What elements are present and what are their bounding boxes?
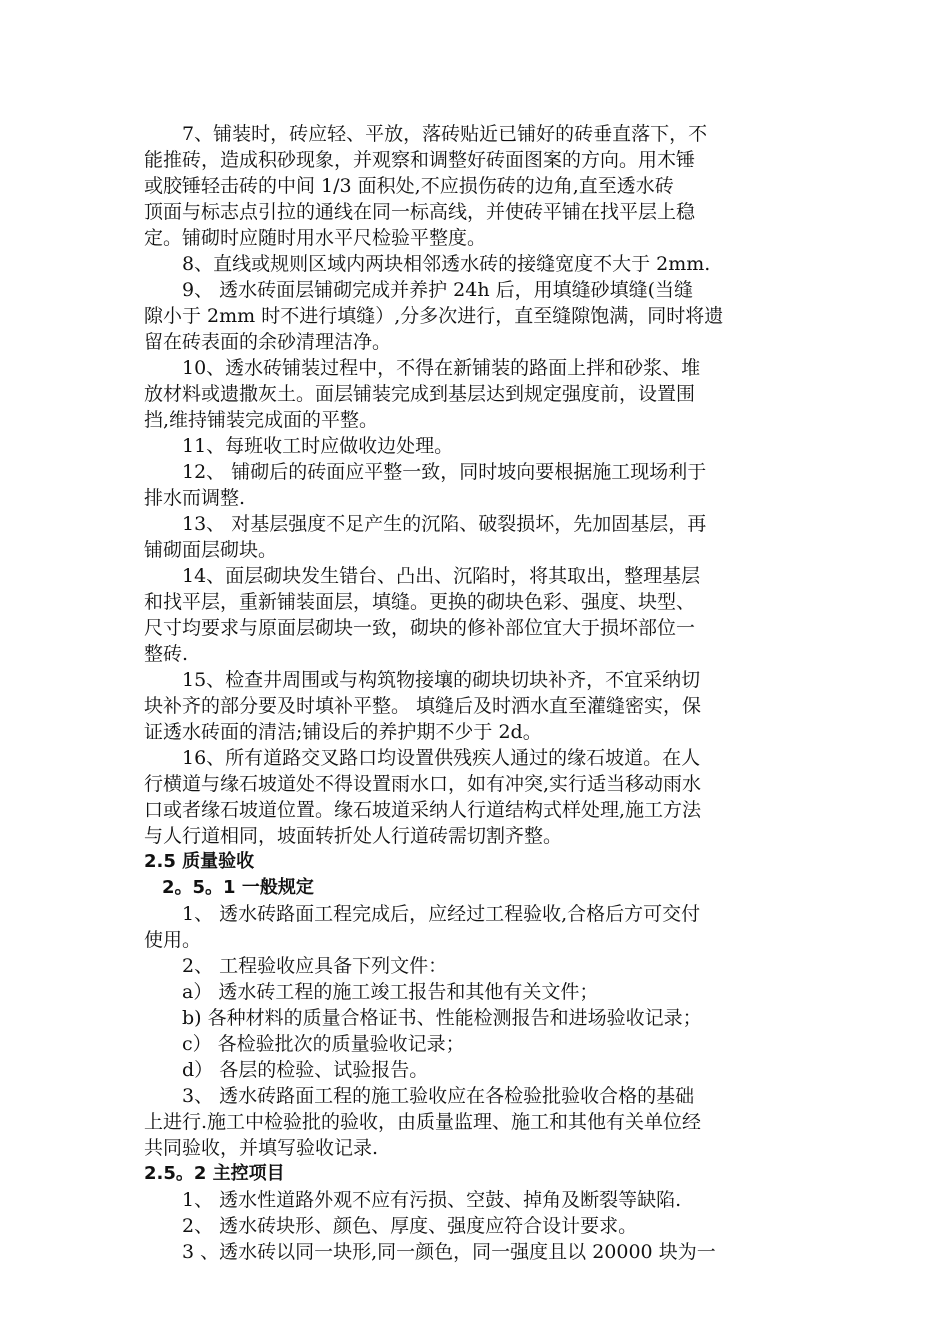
text-line: 1、 透水性道路外观不应有污损、空鼓、掉角及断裂等缺陷.: [144, 1189, 682, 1211]
text-line: 11、每班收工时应做收边处理。: [144, 435, 454, 457]
text-line: 10、透水砖铺装过程中，不得在新铺装的路面上拌和砂浆、堆: [144, 357, 701, 379]
text-line: 证透水砖面的清洁;铺设后的养护期不少于 2d。: [144, 721, 542, 743]
text-line: 块补齐的部分要及时填补平整。 填缝后及时洒水直至灌缝密实，保: [144, 695, 702, 717]
text-line: 7、铺装时，砖应轻、平放，落砖贴近已铺好的砖垂直落下，不: [144, 123, 708, 145]
text-line: 和找平层，重新铺装面层，填缝。更换的砌块色彩、强度、块型、: [144, 591, 696, 613]
text-line: b) 各种材料的质量合格证书、性能检测报告和进场验收记录；: [144, 1007, 702, 1029]
text-line: 14、面层砌块发生错台、凸出、沉陷时，将其取出，整理基层: [144, 565, 701, 587]
text-line: 隙小于 2mm 时不进行填缝）,分多次进行，直至缝隙饱满，同时将遗: [144, 305, 724, 327]
text-line: a） 透水砖工程的施工竣工报告和其他有关文件；: [144, 981, 599, 1003]
document-body: [144, 121, 810, 1265]
text-line: 能推砖，造成积砂现象，并观察和调整好砖面图案的方向。用木锤: [144, 149, 696, 171]
text-line: 挡,维持铺装完成面的平整。: [144, 409, 379, 431]
text-line: 16、所有道路交叉路口均设置供残疾人通过的缘石坡道。在人: [144, 747, 701, 769]
text-line: 口或者缘石坡道位置。缘石坡道采纳人行道结构式样处理,施工方法: [144, 799, 702, 821]
text-line: 15、检查井周围或与构筑物接壤的砌块切块补齐，不宜采纳切: [144, 669, 701, 691]
text-line: 3 、透水砖以同一块形,同一颜色，同一强度且以 20000 块为一: [144, 1241, 716, 1263]
text-line: 行横道与缘石坡道处不得设置雨水口，如有冲突,实行适当移动雨水: [144, 773, 702, 795]
text-line: 或胶锤轻击砖的中间 1/3 面积处,不应损伤砖的边角,直至透水砖: [144, 175, 674, 197]
text-line: 9、 透水砖面层铺砌完成并养护 24h 后，用填缝砂填缝(当缝: [144, 279, 694, 301]
text-line: 上进行.施工中检验批的验收，由质量监理、施工和其他有关单位经: [144, 1111, 702, 1133]
text-line: 留在砖表面的余砂清理洁净。: [144, 331, 392, 353]
text-line: 与人行道相同，坡面转折处人行道砖需切割齐整。: [144, 825, 563, 847]
text-line: 2、 透水砖块形、颜色、厚度、强度应符合设计要求。: [144, 1215, 638, 1237]
subsection-heading: 2.5。2 主控项目: [144, 1163, 285, 1184]
text-line: 3、 透水砖路面工程的施工验收应在各检验批验收合格的基础: [144, 1085, 695, 1107]
text-line: 放材料或遗撒灰土。面层铺装完成到基层达到规定强度前，设置围: [144, 383, 696, 405]
text-line: 使用。: [144, 929, 202, 951]
text-line: d） 各层的检验、试验报告。: [144, 1059, 429, 1081]
text-line: 2、 工程验收应具备下列文件：: [144, 955, 448, 977]
text-line: 尺寸均要求与原面层砌块一致，砌块的修补部位宜大于损坏部位一: [144, 617, 696, 639]
subsection-heading: 2。5。1 一般规定: [144, 877, 314, 898]
text-line: 12、 铺砌后的砖面应平整一致，同时坡向要根据施工现场利于: [144, 461, 707, 483]
text-line: 8、直线或规则区域内两块相邻透水砖的接缝宽度不大于 2mm.: [144, 253, 711, 275]
text-line: 共同验收，并填写验收记录.: [144, 1137, 379, 1159]
text-line: 定。铺砌时应随时用水平尺检验平整度。: [144, 227, 487, 249]
text-line: 1、 透水砖路面工程完成后，应经过工程验收,合格后方可交付: [144, 903, 701, 925]
text-line: 排水而调整.: [144, 487, 246, 509]
text-line: c） 各检验批次的质量验收记录；: [144, 1033, 465, 1055]
text-line: 顶面与标志点引拉的通线在同一标高线，并使砖平铺在找平层上稳: [144, 201, 696, 223]
section-heading: 2.5 质量验收: [144, 851, 255, 872]
text-line: 13、 对基层强度不足产生的沉陷、破裂损坏，先加固基层，再: [144, 513, 707, 535]
text-line: 铺砌面层砌块。: [144, 539, 278, 561]
text-line: 整砖.: [144, 643, 189, 665]
